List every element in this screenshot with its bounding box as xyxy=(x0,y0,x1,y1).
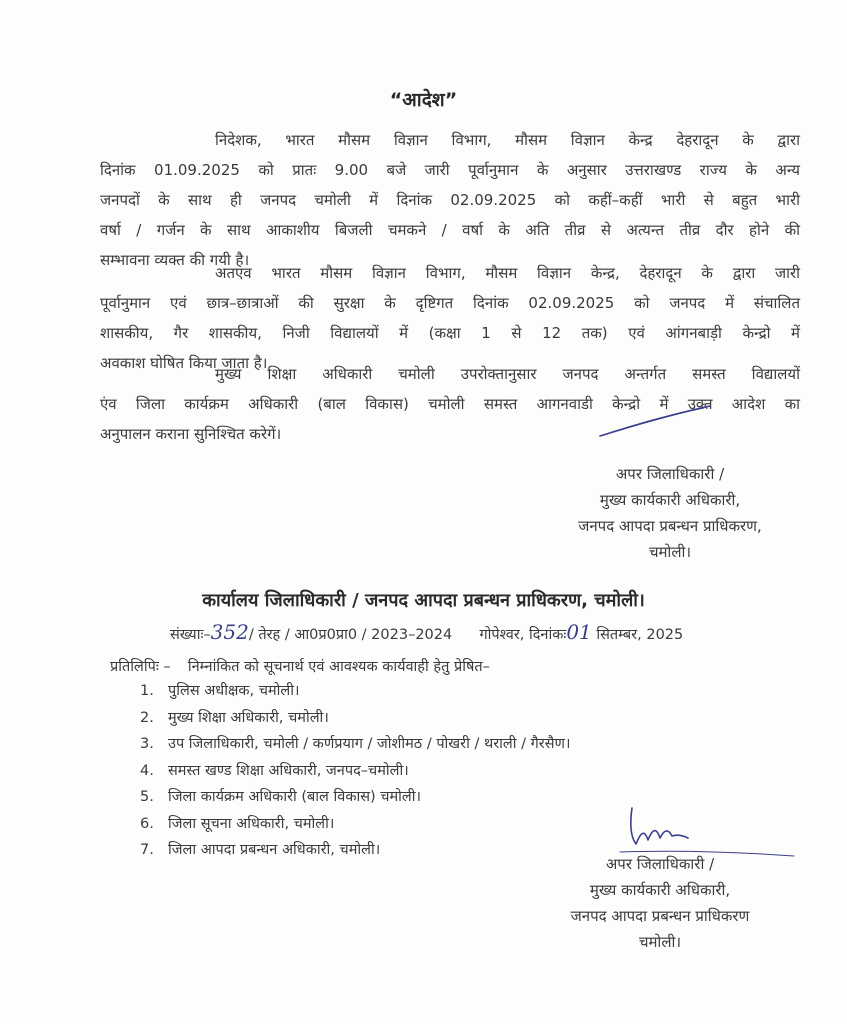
ref-number-handwritten: 352 xyxy=(210,620,249,644)
date-suffix: सितम्बर, 2025 xyxy=(596,627,684,643)
paragraph-line: एंव जिला कार्यक्रम अधिकारी (बाल विकास) चमोली समस्त आगनवाडी केन्द्रो में उक्त आदेश का xyxy=(100,395,800,413)
paragraph-line: पूर्वानुमान एवं छात्र–छात्राओं की सुरक्षा के दृष्टिगत दिनांक 02.09.2025 को जनपद में संचालित xyxy=(100,294,800,312)
office-heading: कार्यालय जिलाधिकारी / जनपद आपदा प्रबन्धन प्राधिकरण, चमोली। xyxy=(202,590,645,611)
paragraph-line: सम्भावना व्यक्त की गयी है। xyxy=(100,251,250,269)
designation-line: चमोली। xyxy=(648,543,692,561)
designation-line: चमोली। xyxy=(638,933,682,951)
paragraph-line: दिनांक 01.09.2025 को प्रातः 9.00 बजे जारी पूर्वानुमान के अनुसार उत्तराखण्ड राज्य के अन्य xyxy=(100,161,800,179)
signature-block-2 xyxy=(530,851,790,955)
designation-line: जनपद आपदा प्रबन्धन प्राधिकरण, xyxy=(578,517,762,535)
designation-line: अपर जिलाधिकारी / xyxy=(605,855,715,873)
signature-block-1 xyxy=(540,461,800,565)
list-item: 1. पुलिस अधीक्षक, चमोली। xyxy=(140,683,300,699)
designation-line: मुख्य कार्यकारी अधिकारी, xyxy=(599,491,741,509)
copy-text: निम्नांकित को सूचनार्थ एवं आवश्यक कार्यवाही हेतु प्रेषित– xyxy=(187,659,490,675)
date-day-handwritten: 01 xyxy=(566,620,592,644)
paragraph-line: अनुपालन कराना सुनिश्चित करेगें। xyxy=(100,425,282,443)
list-item: 3. उप जिलाधिकारी, चमोली / कर्णप्रयाग / जोशीमठ / पोखरी / थराली / गैरसैण। xyxy=(140,736,571,752)
paragraph-line: शासकीय, गैर शासकीय, निजी विद्यालयों में (कक्षा 1 से 12 तक) एवं आंगनबाड़ी केन्द्रो में xyxy=(100,324,800,342)
paragraph-line: मुख्य शिक्षा अधिकारी चमोली उपरोक्तानुसार जनपद अन्तर्गत समस्त विद्यालयों xyxy=(215,365,800,383)
list-item: 2. मुख्य शिक्षा अधिकारी, चमोली। xyxy=(140,709,329,726)
ref-suffix: / तेरह / आ0प्र0प्रा0 / 2023–2024 xyxy=(248,627,453,643)
list-item: 5. जिला कार्यक्रम अधिकारी (बाल विकास) चमोली। xyxy=(140,789,421,805)
designation-line: अपर जिलाधिकारी / xyxy=(615,465,725,483)
list-item: 4. समस्त खण्ड शिक्षा अधिकारी, जनपद–चमोली। xyxy=(140,762,409,779)
place-date-prefix: गोपेश्वर, दिनांकः xyxy=(479,627,567,643)
signature-stroke-1 xyxy=(596,400,716,440)
paragraph-line: जनपदों के साथ ही जनपद चमोली में दिनांक 02.09.2025 को कहीं–कहीं भारी से बहुत भारी xyxy=(100,191,800,209)
copy-label: प्रतिलिपिः – xyxy=(110,659,171,675)
designation-line: जनपद आपदा प्रबन्धन प्राधिकरण xyxy=(570,907,750,925)
designation-line: मुख्य कार्यकारी अधिकारी, xyxy=(589,881,731,899)
reference-line xyxy=(170,620,683,644)
list-item: 6. जिला सूचना अधिकारी, चमोली। xyxy=(140,815,335,832)
ref-prefix: संख्याः– xyxy=(170,627,211,643)
paragraph-line: वर्षा / गर्जन के साथ आकाशीय बिजली चमकने / वर्षा के अति तीव्र से अत्यन्त तीव्र दौर होने की xyxy=(100,221,800,239)
order-paragraph-1 xyxy=(100,125,800,275)
copy-intro xyxy=(110,656,490,676)
list-item: 7. जिला आपदा प्रबन्धन अधिकारी, चमोली। xyxy=(140,842,381,858)
order-title: “आदेश” xyxy=(389,89,458,111)
paragraph-line: अवकाश घोषित किया जाता है। xyxy=(100,354,268,372)
recipient-list xyxy=(140,678,570,864)
paragraph-line: निदेशक, भारत मौसम विज्ञान विभाग, मौसम विज्ञान केन्द्र देहरादून के द्वारा xyxy=(215,131,800,149)
paragraph-line: अतएव भारत मौसम विज्ञान विभाग, मौसम विज्ञान केन्द्र, देहरादून के द्वारा जारी xyxy=(215,264,800,282)
